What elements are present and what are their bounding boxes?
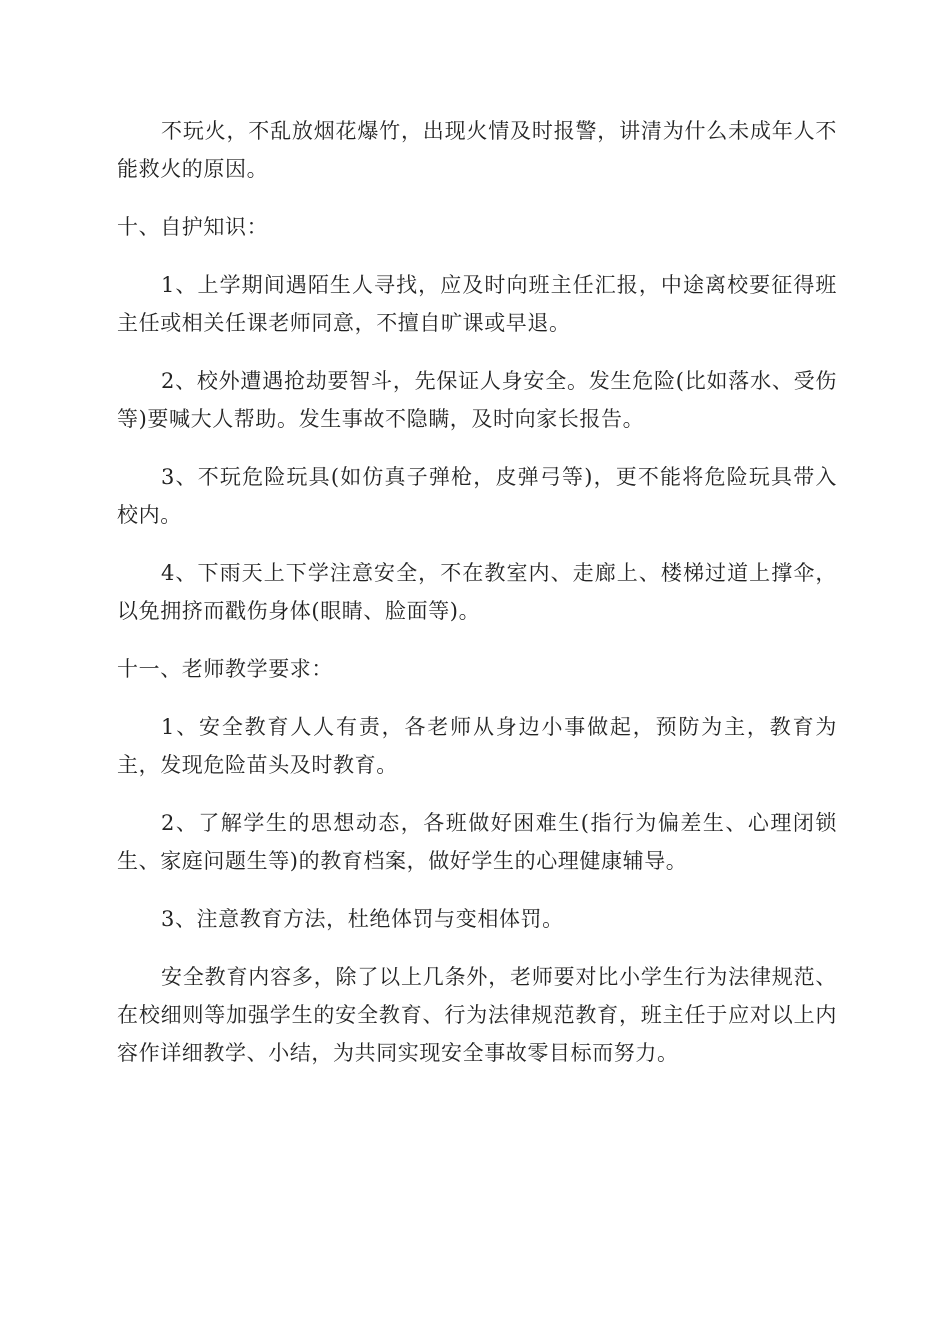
section-heading-self-protection: 十、自护知识： [117, 215, 269, 239]
section-heading-teacher-requirements: 十一、老师教学要求： [117, 657, 333, 681]
paragraph-teacher-requirement-2: 2、了解学生的思想动态，各班做好困难生(指行为偏差生、心理闭锁生、家庭问题生等)的教育档案，做好学生的心理健康辅导。 [117, 811, 837, 873]
paragraph-teacher-requirement-3: 3、注意教育方法，杜绝体罚与变相体罚。 [161, 907, 564, 931]
document-body [117, 112, 837, 1072]
paragraph-self-protection-2: 2、校外遭遇抢劫要智斗，先保证人身安全。发生危险(比如落水、受伤等)要喊大人帮助。发生事故不隐瞒，及时向家长报告。 [117, 369, 837, 431]
paragraph-self-protection-1: 1、上学期间遇陌生人寻找，应及时向班主任汇报，中途离校要征得班主任或相关任课老师同意，不擅自旷课或早退。 [117, 273, 837, 335]
paragraph-teacher-requirement-1: 1、安全教育人人有责，各老师从身边小事做起，预防为主，教育为主，发现危险苗头及时教育。 [117, 715, 837, 777]
paragraph-fire-safety: 不玩火，不乱放烟花爆竹，出现火情及时报警，讲清为什么未成年人不能救火的原因。 [117, 119, 837, 181]
paragraph-self-protection-3: 3、不玩危险玩具(如仿真子弹枪，皮弹弓等)，更不能将危险玩具带入校内。 [117, 465, 837, 527]
paragraph-self-protection-4: 4、下雨天上下学注意安全，不在教室内、走廊上、楼梯过道上撑伞，以免拥挤而戳伤身体(眼睛、脸面等)。 [117, 561, 837, 623]
paragraph-closing: 安全教育内容多，除了以上几条外，老师要对比小学生行为法律规范、在校细则等加强学生的安全教育、行为法律规范教育，班主任于应对以上内容作详细教学、小结，为共同实现安全事故零目标而努力。 [117, 965, 837, 1065]
